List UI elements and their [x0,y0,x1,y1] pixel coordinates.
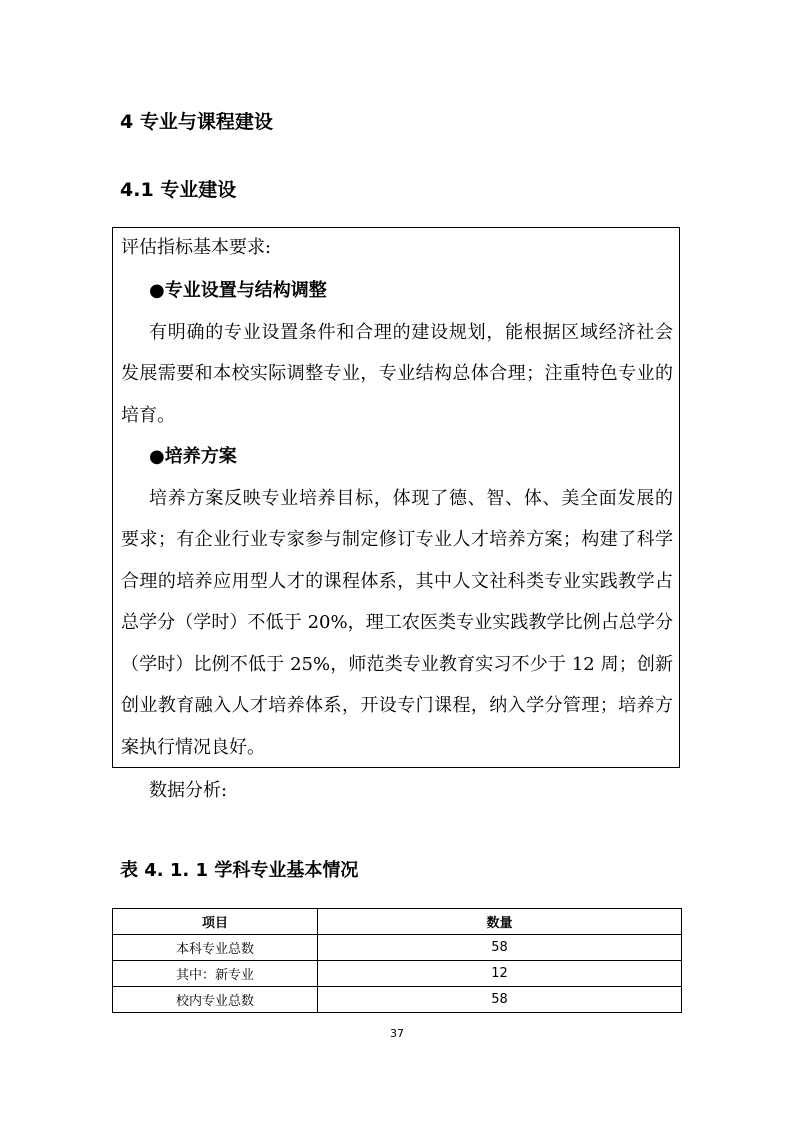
row-label: 本科专业总数 [113,935,318,961]
major-stats-table [112,908,682,1013]
paragraph-line: 发展需要和本校实际调整专业，专业结构总体合理；注重特色专业的 [121,363,673,384]
page-number: 37 [390,1027,404,1040]
data-analysis-label: 数据分析: [149,780,228,801]
row-value: 58 [318,987,682,1013]
row-value: 12 [318,961,682,987]
table-header-row [113,909,682,935]
bullet-title-training-plan: ●培养方案 [149,446,237,467]
requirements-intro: 评估指标基本要求: [121,237,272,258]
paragraph-line: 培育。 [121,405,175,426]
paragraph-line: （学时）比例不低于 25%，师范类专业教育实习不少于 12 周；创新 [121,654,673,675]
row-label: 校内专业总数 [113,987,318,1013]
bullet-title-major-setup: ●专业设置与结构调整 [149,280,327,301]
column-header-item: 项目 [113,909,318,935]
table-row [113,987,682,1013]
paragraph-line: 创业教育融入人才培养体系，开设专门课程，纳入学分管理；培养方 [121,695,673,716]
paragraph-line: 总学分（学时）不低于 20%，理工农医类专业实践教学比例占总学分 [121,612,673,633]
row-value: 58 [318,935,682,961]
row-label: 其中：新专业 [113,961,318,987]
subsection-heading: 4.1 专业建设 [120,179,237,201]
paragraph-line: 培养方案反映专业培养目标，体现了德、智、体、美全面发展的 [149,488,673,509]
section-heading: 4 专业与课程建设 [120,111,273,133]
table-caption: 表 4. 1. 1 学科专业基本情况 [120,860,359,881]
column-header-count: 数量 [318,909,682,935]
table-row [113,961,682,987]
table-row [113,935,682,961]
paragraph-line: 案执行情况良好。 [121,737,265,758]
paragraph-line: 要求；有企业行业专家参与制定修订专业人才培养方案；构建了科学 [121,529,673,550]
paragraph-line: 合理的培养应用型人才的课程体系，其中人文社科类专业实践教学占 [121,571,673,592]
paragraph-line: 有明确的专业设置条件和合理的建设规划，能根据区域经济社会 [149,322,673,343]
